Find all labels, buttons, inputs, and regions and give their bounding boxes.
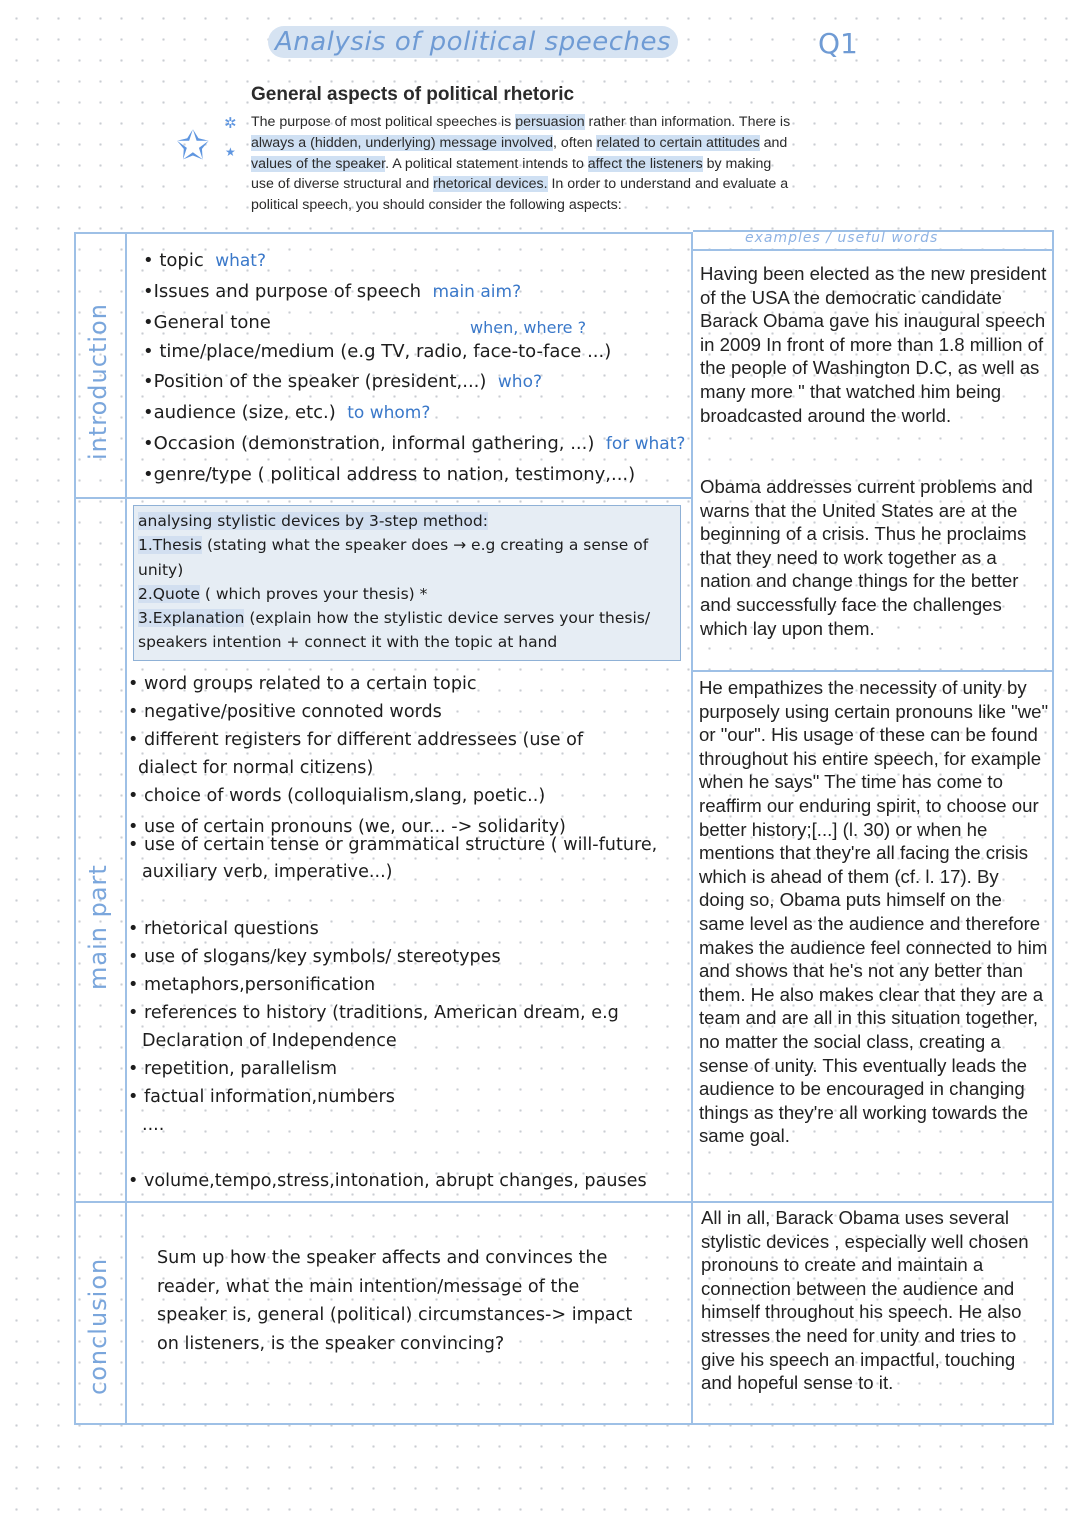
section-label-introduction: introduction (84, 303, 112, 460)
grid-column-divider (691, 232, 693, 1424)
examples-header: examples / useful words (745, 230, 939, 246)
grid-right-border (1052, 230, 1054, 1424)
list-item: • factual information,numbers (128, 1087, 395, 1108)
grid-bottom-border (74, 1423, 1054, 1425)
list-item: •Issues and purpose of speech main aim? (143, 280, 522, 302)
grid-main-bottom (74, 1201, 1054, 1203)
section-label-main-part: main part (84, 864, 112, 990)
grid-examples-intro-bottom (693, 670, 1054, 672)
list-item: • repetition, parallelism (128, 1059, 337, 1080)
star-icon: ✩ (176, 123, 210, 169)
example-intro-2: Obama addresses current problems and warns that the United States are at the beginning of a crisis. Thus he proclaims that they need to work together as a nation and change things for the better and successfully face the challenges which lay upon them. (700, 476, 1033, 639)
list-item: • use of slogans/key symbols/ stereotypes (128, 946, 501, 967)
list-item: • negative/positive connoted words (128, 702, 442, 723)
list-item: • references to history (traditions, American dream, e.g (128, 1002, 619, 1023)
list-item: •genre/type ( political address to nation, testimony,...) (143, 463, 636, 485)
method-box: analysing stylistic devices by 3-step method: 1.Thesis (stating what the speaker does → e.g creating a sense of unity) 2.Quote ( which proves your thesis) * 3.Explanation (explain how the stylistic device serves your thesis/ speakers intention + connect it with the topic at hand (133, 505, 681, 661)
list-item: dialect for normal citizens) (138, 758, 374, 779)
list-item: auxiliary verb, imperative...) (142, 862, 393, 883)
grid-label-divider (125, 232, 127, 1424)
list-item: • topic what? (143, 250, 266, 271)
list-item: •General tone when, where ? (143, 311, 587, 337)
question-label: Q1 (818, 27, 858, 60)
page-title: Analysis of political speeches (268, 26, 678, 58)
list-item: • rhetorical questions (128, 918, 319, 939)
list-item: .... (142, 1115, 165, 1136)
list-item: • choice of words (colloquialism,slang, poetic..) (128, 786, 546, 807)
list-item: • use of certain pronouns (we, our... -> solidarity) (128, 817, 566, 838)
print-paragraph: The purpose of most political speeches is persuasion rather than information. There is always a (hidden, underlying) message involved, often related to certain attitudes and values of the speaker. A political statement intends to affect the listeners by making use of diverse structural and rhetorical devices. In order to understand and evaluate a political speech, you should consider the following aspects: (251, 114, 791, 214)
list-item: • time/place/medium (e.g TV, radio, face-to-face ...) (143, 341, 612, 363)
list-item: • metaphors,personification (128, 974, 376, 995)
example-conclusion: All in all, Barack Obama uses several stylistic devices , especially well chosen pronouns to create and maintain a connection between the audience and himself throughout his speech. He also stresses the need for unity and tries to give his speech an impactful, touching and hopeful sense to it. (701, 1207, 1029, 1394)
grid-examples-header-line (693, 249, 1054, 251)
list-item: Declaration of Independence (142, 1030, 397, 1051)
list-item: • word groups related to a certain topic (128, 674, 477, 694)
grid-left-border (74, 232, 76, 1424)
sparkle-icon: ✲ (224, 114, 237, 132)
grid-intro-bottom (74, 497, 692, 499)
list-item: •Occasion (demonstration, informal gathering, ...) for what? (143, 432, 686, 454)
section-label-conclusion: conclusion (84, 1257, 112, 1395)
print-heading: General aspects of political rhetoric (251, 84, 575, 105)
grid-top-border (74, 232, 692, 234)
main-list (128, 670, 657, 1195)
example-main: He empathizes the necessity of unity by purposely using certain pronouns like "we" or "our". His usage of these can be found throughout his entire speech, for example when he says" The time has come to reaffirm our enduring spirit, to choose our better history;[...] (l. 30) or when he mentions that they're all facing the crisis which is ahead of them (cf. l. 17). By doing so, Obama puts himself on the same level as the audience and therefore makes the audience feel connected to him and shows that he's not any better than them. He also makes clear that they are a team and are all in this situation together, no matter the social class, creating a sense of unity. This eventually leads the audience to be encouraged in changing things as they're all working towards the same goal. (699, 677, 1049, 1147)
list-item: • volume,tempo,stress,intonation, abrupt changes, pauses (128, 1171, 647, 1192)
example-intro-1: Having been elected as the new president of the USA the democratic candidate Barack Obama gave his inaugural speech in 2009 In front of more than 1.8 million of the people of Washington D.C, as well as many more " that watched him being broadcasted around the world. (700, 263, 1047, 426)
list-item: • use of certain tense or grammatical structure ( will-future, (128, 835, 658, 856)
intro-list (143, 246, 685, 489)
sparkle-small-icon: ★ (225, 145, 236, 159)
list-item: •audience (size, etc.) to whom? (143, 401, 431, 423)
list-item: •Position of the speaker (president,...) who? (143, 371, 542, 393)
list-item: • different registers for different addressees (use of (128, 730, 584, 751)
conclusion-text: Sum up how the speaker affects and convinces the reader, what the main intention/message of the speaker is, general (political) circumstances-> impact on listeners, is the speaker convincing? (157, 1248, 633, 1354)
